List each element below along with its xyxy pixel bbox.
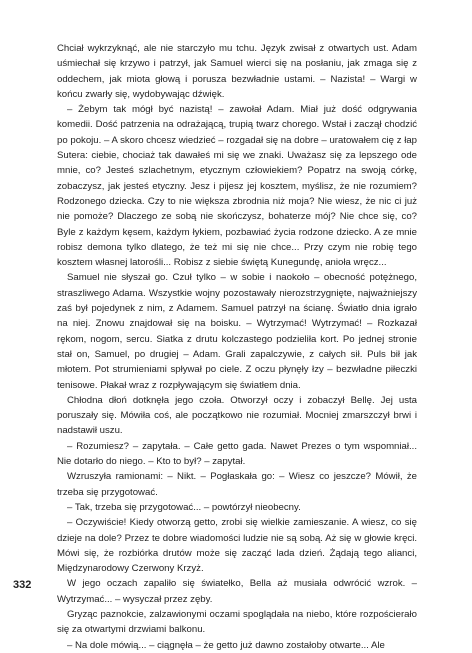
paragraph: – Żebym tak mógł być nazistą! – zawołał Adam. Miał już dość odgrywania komedii. Dość patrzenia na odrażającą, trupią twarz chorego. Wstał i zaczął chodzić po pokoju. – A skoro chcesz wiedzieć – rozgadał się na dobre – uratowałem cię z łap Sutera: ciebie, chociaż tak dawałeś mi się we znaki. Uważasz się za lepszego ode mnie, co? Jesteś szlachetnym, etycznym człowiekiem? Popatrz na swoją córkę, zobaczysz, jak jesteś etyczny. Jesz i pijesz jej kosztem, myślisz, że nie rozumiem? Rodzonego dziecka. Czy to nie większa zbrodnia niż moja? Nie wiesz, że nic ci już nie pomoże? Dlaczego ze sobą nie skończysz, bohaterze mój? Nie chce się, co? Byle z każdym kęsem, każdym łykiem, pozbawiać życia rodzone dziecko. A ze mnie robisz demona tylko dlatego, że też mi się nie chce... Przy czym nie robię tego kosztem własnej latorośli... Robisz z siebie świętą Kunegundę, anioła wręcz... bbox=[57, 104, 417, 269]
paragraph: W jego oczach zapaliło się światełko, Bella aż musiała odwrócić wzrok. – Wytrzymać... – wysyczał przez zęby. bbox=[57, 578, 417, 605]
paragraph: Chciał wykrzyknąć, ale nie starczyło mu tchu. Język zwisał z otwartych ust. Adam uśmiechał się krzywo i patrzył, jak Samuel wierci się na posłaniu, jak zmaga się z oddechem, jak miota głową i porusza bezwładnie ustami. – Nazista! – Wargi w końcu zwarły się, wydobywając dźwięk. bbox=[57, 43, 417, 100]
paragraph: – Rozumiesz? – zapytała. – Całe getto gada. Nawet Prezes o tym wspomniał... Nie dotarło do niego. – Kto to był? – zapytał. bbox=[57, 440, 417, 468]
paragraph: – Tak, trzeba się przygotować... – powtórzył nieobecny. bbox=[67, 501, 301, 513]
paragraph: – Na dole mówią... – ciągnęła – że getto już dawno zostałoby otwarte... Ale bbox=[67, 639, 385, 651]
paragraph: Wzruszyła ramionami: – Nikt. – Pogłaskała go: – Wiesz co jeszcze? Mówił, że trzeba się przygotować. bbox=[57, 471, 417, 498]
paragraph: – Oczywiście! Kiedy otworzą getto, zrobi się wielkie zamieszanie. A wiesz, co się dzieje na dole? Przez te dobre wiadomości ludzie nie są sobą. Aż się w głowie kręci. Mówi się, że rozbiórka drutów może się zacząć lada dzień. Żądają tego alianci, Międzynarodowy Czerwony Krzyż. bbox=[57, 517, 417, 575]
paragraph: Samuel nie słyszał go. Czuł tylko – w sobie i naokoło – obecność potężnego, straszliwego Adama. Wszystkie wojny pozostawały nierozstrzygnięte, najważniejszy zaś był pojedynek z nim, z Adamem. Samuel patrzył na ścianę. Światło dnia igrało na niej. Znowu znajdował się na boisku. – Wytrzymać! Wytrzymać! – Rozkazał rękom, nogom, sercu. Siatka z drutu kolczastego podzieliła kort. Po jednej stronie stał on, Samuel, po drugiej – Adam. Grali zapalczywie, z całych sił. Puls bił jak młotem. Pot strumieniami spływał po ciele. Z oczu płynęły łzy – bezwładne piłeczki tenisowe. Płakał wraz z rozpływającym się światłem dnia. bbox=[57, 272, 417, 391]
body-text bbox=[57, 41, 417, 653]
paragraph: Chłodna dłoń dotknęła jego czoła. Otworzył oczy i zobaczył Bellę. Jej usta poruszały się. Mówiła coś, ale początkowo nie rozumiał. Mocniej zmarszczył brwi i nadstawił uszu. bbox=[57, 394, 417, 437]
page-number: 332 bbox=[13, 579, 32, 591]
paragraph: Gryząc paznokcie, zalzawionymi oczami spoglądała na niebo, które rozpościerało się za otwartymi drzwiami balkonu. bbox=[57, 608, 417, 636]
